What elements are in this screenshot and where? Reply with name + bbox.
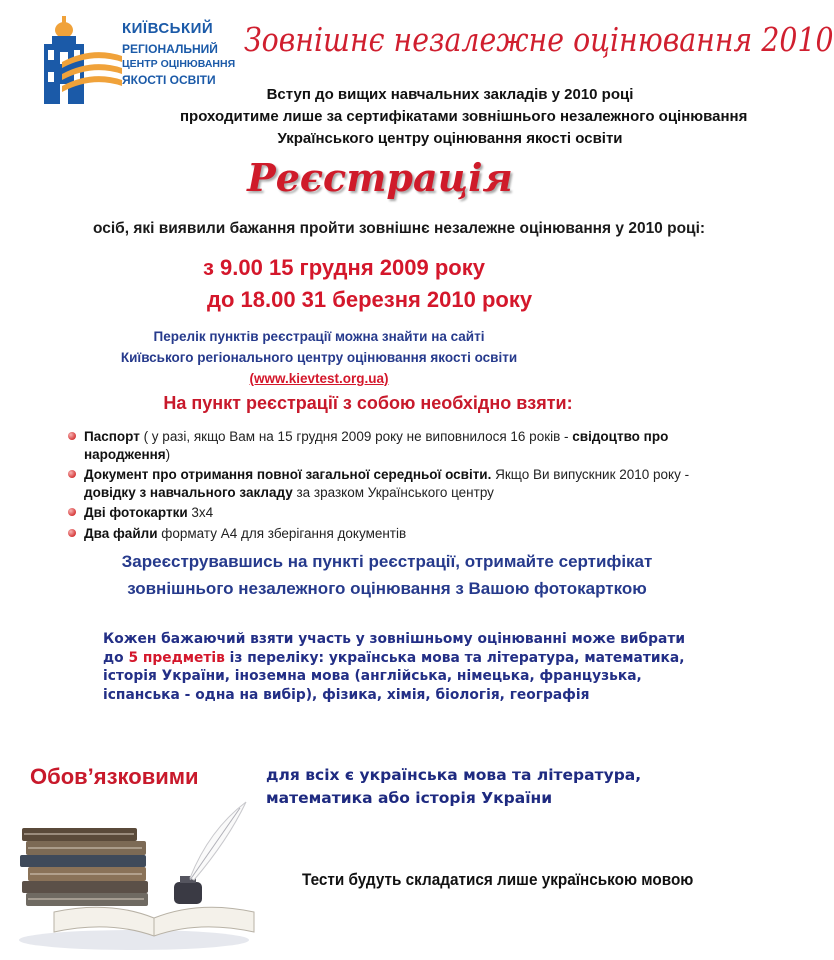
website-link[interactable]: (www.kievtest.org.ua) [249,371,389,386]
item-text: формату А4 для зберігання документів [157,525,407,541]
item-bold-2: свідоцтво про народження [84,429,669,462]
points-info-line: Київського регіонального центру оцінювання якості освіти [120,350,518,365]
intro-line: Українського центру оцінювання якості освіти [277,130,623,147]
item-text: Якщо Ви випускник 2010 року - [491,467,690,482]
date-from: з 9.00 15 грудня 2009 року [203,255,485,280]
intro-line: Вступ до вищих навчальних закладів у 2010 році [266,86,634,103]
registration-description: осіб, які виявили бажання пройти зовнішнє незалежне оцінювання у 2010 році: [92,220,706,237]
points-info-line: Перелік пунктів реєстрації можна знайти на сайті [153,329,485,344]
books-quill-icon [14,800,264,950]
item-text: ( у разі, якщо Вам на 15 грудня 2009 року не виповнилося 16 років - [139,429,573,444]
item-bold: Документ про отримання повної загальної середньої освіти. [84,467,492,482]
subjects-count-highlight: 5 предметів [128,649,225,666]
list-item [68,525,720,543]
subjects-text-after: із переліку: українська мова та література, математика, історія України, іноземна мова (англійська, німецька, французька, іспанська - одна на вибір), фізика, хімія, біологія, географія [103,649,685,703]
mandatory-line: математика або історія України [266,789,553,807]
item-bold: Паспорт [84,429,140,444]
item-bold-2: довідку з навчального закладу [84,484,293,500]
subjects-text-before: Кожен бажаючий взяти участь у зовнішньому оцінюванні може вибрати до [103,631,686,666]
item-tail: за зразком Українського центру [292,484,494,500]
registration-points-info [0,326,638,389]
item-text: 3х4 [187,505,214,520]
date-to: до 18.00 31 березня 2010 року [207,287,533,312]
logo-line-4: ЯКОСТІ ОСВІТИ [122,73,216,87]
bring-documents-heading: На пункт реєстрації з собою необхідно взяти: [163,393,573,413]
books-illustration [14,800,264,950]
list-item [68,504,720,522]
logo-line-3: ЦЕНТР ОЦІНЮВАННЯ [122,58,236,70]
registration-heading: Реєстрація [247,155,513,200]
bullet-icon [68,529,76,537]
certificate-note-line: Зареєструвавшись на пункті реєстрації, отримайте сертифікат [121,552,653,571]
subjects-paragraph [103,630,703,704]
certificate-note-line: зовнішнього незалежного оцінювання з Вашою фотокарткою [127,579,647,598]
mandatory-subjects [266,764,726,810]
list-item [68,466,720,501]
mandatory-heading: Обов’язковими [30,764,199,789]
building-emblem-icon [22,6,122,106]
intro-text [180,84,748,150]
certificate-note [0,548,774,602]
registration-dates [203,252,532,316]
bullet-icon [68,508,76,516]
bullet-icon [68,470,76,478]
list-item [68,428,720,463]
item-tail: ) [165,446,171,462]
logo-line-2: РЕГІОНАЛЬНИЙ [122,42,218,56]
required-documents-list [68,428,720,545]
language-note: Тести будуть складатися лише українською мовою [302,870,694,889]
item-bold: Дві фотокартки [84,505,188,520]
logo-line-1: КИЇВСЬКИЙ [122,20,214,37]
intro-line: проходитиме лише за сертифікатами зовнішнього незалежного оцінювання [180,108,748,125]
item-bold: Два файли [84,525,158,541]
mandatory-line: для всіх є українська мова та література, [266,766,642,784]
bullet-icon [68,432,76,440]
page-title: Зовнішнє незалежне оцінювання 2010 [244,20,834,59]
